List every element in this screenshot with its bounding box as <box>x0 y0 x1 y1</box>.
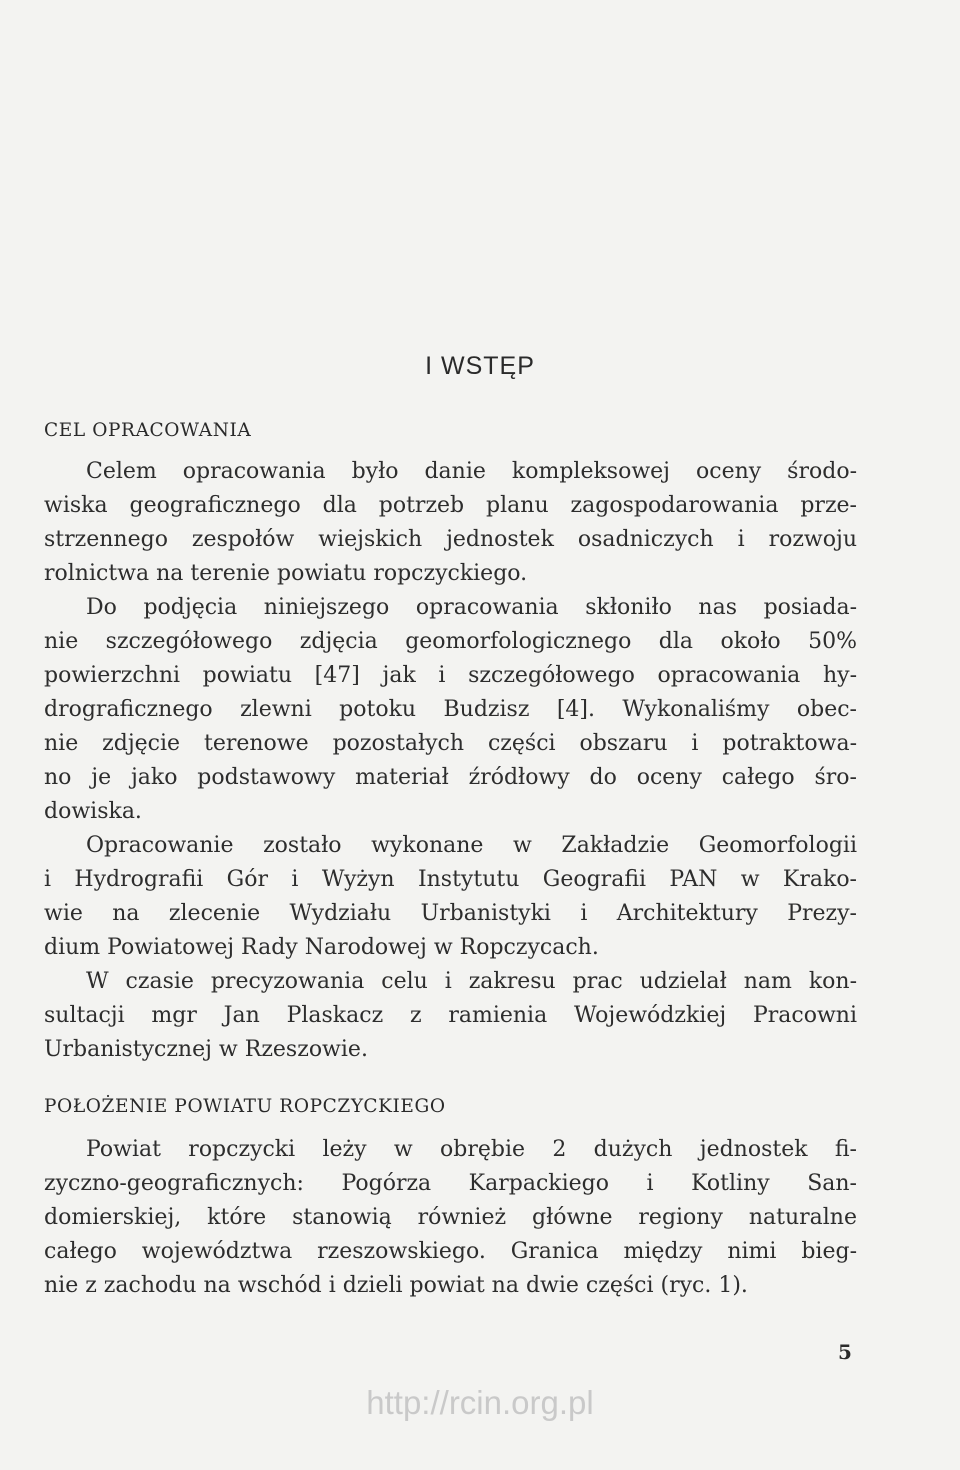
text-line: Do podjęcia niniejszego opracowania skłoniło nas posiada- <box>86 595 857 620</box>
text-line: wie na zlecenie Wydziału Urbanistyki i Architektury Prezy- <box>44 901 857 926</box>
text-line: dium Powiatowej Rady Narodowej w Ropczycach. <box>44 935 599 960</box>
text-line: rolnictwa na terenie powiatu ropczyckiego. <box>44 561 528 586</box>
page-number: 5 <box>838 1340 852 1364</box>
text-line: nie z zachodu na wschód i dzieli powiat na dwie części (ryc. 1). <box>44 1273 748 1298</box>
chapter-title: I WSTĘP <box>425 352 535 380</box>
text-line: drograficznego zlewni potoku Budzisz [4]. Wykonaliśmy obec- <box>44 697 857 722</box>
text-line: W czasie precyzowania celu i zakresu prac udzielał nam kon- <box>86 969 857 994</box>
section-heading-polozenie-powiatu: POŁOŻENIE POWIATU ROPCZYCKIEGO <box>44 1096 446 1117</box>
text-line: sultacji mgr Jan Plaskacz z ramienia Wojewódzkiej Pracowni <box>44 1003 857 1028</box>
text-line: Opracowanie zostało wykonane w Zakładzie Geomorfologii <box>86 833 857 858</box>
text-line: i Hydrografii Gór i Wyżyn Instytutu Geografii PAN w Krako- <box>44 867 857 892</box>
text-line: zyczno-geograficznych: Pogórza Karpackiego i Kotliny San- <box>44 1171 857 1196</box>
text-line: strzennego zespołów wiejskich jednostek osadniczych i rozwoju <box>44 527 857 552</box>
source-url-watermark: http://rcin.org.pl <box>366 1384 594 1421</box>
text-line: Celem opracowania było danie kompleksowej oceny środo- <box>86 459 857 484</box>
text-line: całego województwa rzeszowskiego. Granica między nimi bieg- <box>44 1239 857 1264</box>
text-line: dowiska. <box>44 799 142 824</box>
text-line: Urbanistycznej w Rzeszowie. <box>44 1037 368 1062</box>
text-line: domierskiej, które stanowią również główne regiony naturalne <box>44 1205 857 1230</box>
text-line: Powiat ropczycki leży w obrębie 2 dużych jednostek fi- <box>86 1137 857 1162</box>
text-line: nie zdjęcie terenowe pozostałych części obszaru i potraktowa- <box>44 731 857 756</box>
text-line: powierzchni powiatu [47] jak i szczegółowego opracowania hy- <box>44 663 857 688</box>
text-line: nie szczegółowego zdjęcia geomorfologicznego dla około 50% <box>44 629 857 654</box>
text-line: wiska geograficznego dla potrzeb planu zagospodarowania prze- <box>44 493 857 518</box>
section-heading-cel-opracowania: CEL OPRACOWANIA <box>44 420 252 441</box>
text-line: no je jako podstawowy materiał źródłowy do oceny całego śro- <box>44 765 857 790</box>
